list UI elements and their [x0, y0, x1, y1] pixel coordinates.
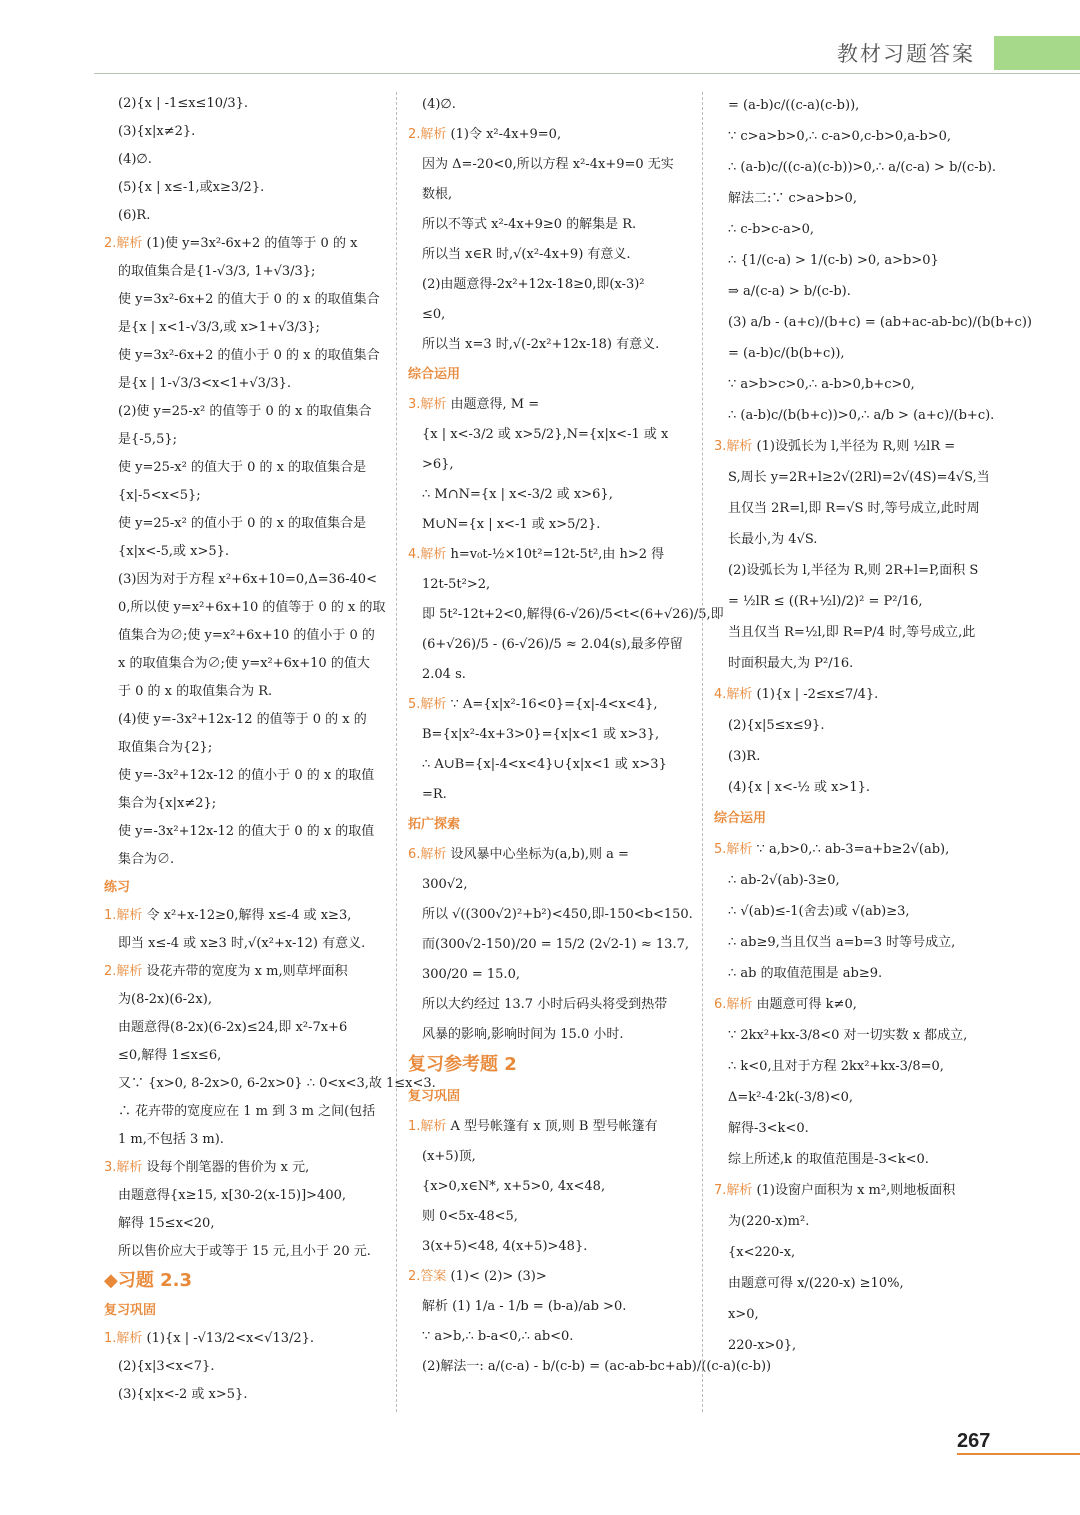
answer-text: ≤0,解得 1≤x≤6, — [118, 1048, 222, 1063]
text-line — [408, 840, 690, 870]
text-line — [408, 690, 690, 720]
answer-text: 风暴的影响,影响时间为 15.0 小时. — [422, 1027, 624, 1042]
text-line — [714, 121, 996, 152]
text-line — [104, 986, 384, 1014]
text-line — [104, 146, 384, 174]
answer-text: 设风暴中心坐标为(a,b),则 a = — [446, 847, 629, 862]
answer-text: ∴ {1/(c-a) > 1/(c-b) >0, a>b>0} — [728, 253, 939, 268]
answer-text: ∴ ab 的取值范围是 ab≥9. — [728, 966, 883, 981]
text-line — [104, 230, 384, 258]
answer-text: 解得-3<k<0. — [728, 1121, 809, 1136]
answer-text: {x|x<-5,或 x>5}. — [118, 544, 230, 559]
text-line — [104, 1210, 384, 1238]
answer-text: ∵ c>a>b>0,∴ c-a>0,c-b>0,a-b>0, — [728, 129, 952, 144]
answer-text: (3){x|x≠2}. — [118, 124, 196, 139]
text-line — [408, 360, 690, 390]
answer-text: ∴ (a-b)c/(b(b+c))>0,∴ a/b > (a+c)/(b+c). — [728, 408, 995, 423]
answer-text: 由题意得, M = — [446, 397, 540, 412]
header-title: 教材习题答案 — [837, 42, 975, 66]
text-line — [408, 720, 690, 750]
answer-text: 为(220-x)m². — [728, 1214, 810, 1229]
answer-label: 3.解析 — [714, 439, 753, 454]
answer-text: 由题意可得 x/(220-x) ≥10%, — [728, 1276, 904, 1291]
text-line — [714, 1144, 996, 1175]
text-line — [104, 426, 384, 454]
answer-text: h=v₀t-½×10t²=12t-5t²,由 h>2 得 — [446, 547, 665, 562]
text-line — [714, 462, 996, 493]
text-line — [408, 600, 724, 630]
page-number-rule — [957, 1453, 1080, 1455]
text-line — [104, 790, 384, 818]
section-heading: 综合运用 — [408, 367, 461, 382]
text-line — [408, 930, 690, 960]
answer-text: 使 y=-3x²+12x-12 的值大于 0 的 x 的取值 — [118, 824, 375, 839]
section-heading: 拓广探索 — [408, 817, 461, 832]
answer-text: 使 y=3x²-6x+2 的值大于 0 的 x 的取值集合 — [118, 292, 380, 307]
answer-text: (3)R. — [728, 749, 761, 764]
text-line — [714, 152, 996, 183]
answer-text: 即当 x≤-4 或 x≥3 时,√(x²+x-12) 有意义. — [118, 936, 366, 951]
column-divider — [396, 92, 397, 1412]
answer-text: (1){x | -√13/2<x<√13/2}. — [142, 1331, 315, 1346]
section-heading: 练习 — [104, 880, 131, 895]
text-line — [714, 927, 996, 958]
text-line — [714, 648, 996, 679]
text-line — [408, 1020, 690, 1050]
answer-text: = (a-b)c/((c-a)(c-b)), — [728, 98, 860, 113]
text-line — [714, 493, 996, 524]
text-line — [714, 586, 996, 617]
text-line — [714, 617, 996, 648]
answer-text: 综上所述,k 的取值范围是-3<k<0. — [728, 1152, 929, 1167]
answer-text: 长最小,为 4√S. — [728, 532, 818, 547]
text-line — [408, 480, 690, 510]
answer-label: 1.解析 — [104, 908, 143, 923]
answer-text: 是{-5,5}; — [118, 432, 177, 447]
text-line — [714, 1175, 996, 1206]
answer-label: 2.解析 — [104, 236, 143, 251]
answer-label: 6.解析 — [408, 847, 447, 862]
answer-text: ⇒ a/(c-a) > b/(c-b). — [728, 284, 851, 299]
text-line — [714, 1082, 996, 1113]
answer-text: 而(300√2-150)/20 = 15/2 (2√2-1) ≈ 13.7, — [422, 937, 689, 952]
text-line — [408, 1172, 690, 1202]
answer-label: 5.解析 — [714, 842, 753, 857]
answer-text: 使 y=25-x² 的值大于 0 的 x 的取值集合是 — [118, 460, 367, 475]
answer-text: 由题意得(8-2x)(6-2x)≤24,即 x²-7x+6 — [118, 1020, 348, 1035]
answer-text: ∴ ab≥9,当且仅当 a=b=3 时等号成立, — [728, 935, 956, 950]
text-line — [408, 150, 690, 180]
answer-text: 所以当 x=3 时,√(-2x²+12x-18) 有意义. — [422, 337, 660, 352]
answer-text: 取值集合为{2}; — [118, 740, 213, 755]
text-line — [104, 958, 384, 986]
answer-label: 2.解析 — [104, 964, 143, 979]
text-line — [408, 390, 690, 420]
text-line — [104, 538, 384, 566]
text-line — [408, 450, 690, 480]
text-line — [408, 1322, 690, 1352]
answer-label: 2.答案 — [408, 1269, 447, 1284]
answer-label: 2.解析 — [408, 127, 447, 142]
answer-text: B={x|x²-4x+3>0}={x|x<1 或 x>3}, — [422, 727, 660, 742]
answer-text: 即 5t²-12t+2<0,解得(6-√26)/5<t<(6+√26)/5,即 — [422, 607, 724, 622]
answer-text: 所以大约经过 13.7 小时后码头将受到热带 — [422, 997, 668, 1012]
text-line — [104, 1325, 384, 1353]
text-line — [408, 1142, 690, 1172]
text-line — [104, 482, 384, 510]
answer-text: (2)由题意得-2x²+12x-18≥0,即(x-3)² — [422, 277, 645, 292]
answer-text: ∵ a>b,∴ b-a<0,∴ ab<0. — [422, 1329, 574, 1344]
section-heading: 复习巩固 — [104, 1303, 157, 1318]
text-line — [408, 1232, 690, 1262]
text-line — [408, 330, 690, 360]
text-line — [408, 240, 690, 270]
answer-text: 所以售价应大于或等于 15 元,且小于 20 元. — [118, 1244, 371, 1259]
answer-text: ≤0, — [422, 307, 446, 322]
text-line — [714, 958, 996, 989]
answer-text: 解得 15≤x<20, — [118, 1216, 215, 1231]
text-line — [714, 772, 996, 803]
answer-text: S,周长 y=2R+l≥2√(2Rl)=2√(4S)=4√S,当 — [728, 470, 990, 485]
answer-text: (1)< (2)> (3)> — [446, 1269, 547, 1284]
text-line — [408, 1262, 690, 1292]
answer-text: 12t-5t²>2, — [422, 577, 491, 592]
section-heading: 复习巩固 — [408, 1089, 461, 1104]
answer-text: ∵ a>b>c>0,∴ a-b>0,b+c>0, — [728, 377, 915, 392]
answer-text: 令 x²+x-12≥0,解得 x≤-4 或 x≥3, — [142, 908, 352, 923]
text-line — [714, 214, 996, 245]
answer-text: >6}, — [422, 457, 454, 472]
text-line — [714, 1299, 996, 1330]
answer-text: ∴ √(ab)≤-1(舍去)或 √(ab)≥3, — [728, 904, 910, 919]
answer-text: (3) a/b - (a+c)/(b+c) = (ab+ac-ab-bc)/(b(b+c)) — [728, 315, 1032, 330]
answer-text: x>0, — [728, 1307, 759, 1322]
answer-text: (1)设弧长为 l,半径为 R,则 ½lR = — [752, 439, 956, 454]
column-3 — [714, 90, 1032, 1361]
answer-text: ∴ (a-b)c/((c-a)(c-b))>0,∴ a/(c-a) > b/(c-b). — [728, 160, 997, 175]
answer-text: 集合为{x|x≠2}; — [118, 796, 217, 811]
text-line — [104, 174, 384, 202]
chapter-heading: ◆习题 2.3 — [104, 1270, 192, 1291]
answer-text: ∴ ab-2√(ab)-3≥0, — [728, 873, 840, 888]
text-line — [408, 570, 690, 600]
answer-text: (4){x | x<-½ 或 x>1}. — [728, 780, 871, 795]
text-line — [714, 276, 996, 307]
answer-text: = (a-b)c/(b(b+c)), — [728, 346, 845, 361]
text-line — [714, 803, 996, 834]
text-line — [714, 741, 996, 772]
text-line — [104, 650, 384, 678]
answer-text: {x | x<-3/2 或 x>5/2},N={x|x<-1 或 x — [422, 427, 669, 442]
text-line — [408, 810, 690, 840]
text-line — [104, 1070, 436, 1098]
text-line — [104, 930, 384, 958]
answer-text: (5){x | x≤-1,或x≥3/2}. — [118, 180, 265, 195]
answer-text: 设花卉带的宽度为 x m,则草坪面积 — [142, 964, 348, 979]
answer-text: (2){x|5≤x≤9}. — [728, 718, 825, 733]
text-line — [408, 420, 690, 450]
answer-label: 4.解析 — [714, 687, 753, 702]
answer-label: 4.解析 — [408, 547, 447, 562]
text-line — [408, 900, 693, 930]
answer-text: ∴ c-b>c-a>0, — [728, 222, 815, 237]
text-line — [714, 989, 996, 1020]
text-line — [714, 679, 996, 710]
text-line — [104, 286, 384, 314]
text-line — [408, 180, 690, 210]
answer-text: (1){x | -2≤x≤7/4}. — [752, 687, 879, 702]
text-line — [714, 555, 996, 586]
text-line — [408, 1292, 690, 1322]
answer-label: 3.解析 — [408, 397, 447, 412]
text-line — [408, 870, 690, 900]
answer-text: 解析 (1) 1/a - 1/b = (b-a)/ab >0. — [422, 1299, 627, 1314]
answer-text: (x+5)顶, — [422, 1149, 476, 1164]
text-line — [408, 750, 690, 780]
answer-label: 1.解析 — [408, 1119, 447, 1134]
answer-text: (1)设窗户面积为 x m²,则地板面积 — [752, 1183, 956, 1198]
text-line — [714, 865, 996, 896]
answer-text: (6)R. — [118, 208, 151, 223]
text-line — [408, 1112, 690, 1142]
answer-text: 的取值集合是{1-√3/3, 1+√3/3}; — [118, 264, 316, 279]
text-line — [104, 1238, 384, 1266]
header-rule — [94, 73, 1080, 74]
answer-text: x 的取值集合为∅;使 y=x²+6x+10 的值大 — [118, 656, 370, 671]
text-line — [408, 960, 690, 990]
answer-text: 且仅当 2R=l,即 R=√S 时,等号成立,此时周 — [728, 501, 980, 516]
text-line — [714, 710, 996, 741]
answer-label: 3.解析 — [104, 1160, 143, 1175]
answer-text: (3){x|x<-2 或 x>5}. — [118, 1387, 248, 1402]
answer-text: A 型号帐篷有 x 顶,则 B 型号帐篷有 — [446, 1119, 658, 1134]
answer-text: 由题意可得 k≠0, — [752, 997, 857, 1012]
text-line — [714, 1330, 996, 1361]
text-line — [104, 762, 384, 790]
answer-text: (2)设弧长为 l,半径为 R,则 2R+l=P,面积 S — [728, 563, 979, 578]
text-line — [104, 1182, 384, 1210]
text-line — [104, 1353, 384, 1381]
text-line — [104, 1098, 384, 1126]
text-line — [104, 1042, 384, 1070]
text-line — [104, 398, 384, 426]
answer-text: M∪N={x | x<-1 或 x>5/2}. — [422, 517, 601, 532]
answer-text: ∵ 2kx²+kx-3/8<0 对一切实数 x 都成立, — [728, 1028, 968, 1043]
text-line — [714, 834, 996, 865]
section-heading: 综合运用 — [714, 811, 767, 826]
answer-text: (2)使 y=25-x² 的值等于 0 的 x 的取值集合 — [118, 404, 372, 419]
text-line — [104, 846, 384, 874]
answer-text: 所以 √((300√2)²+b²)<450,即-150<b<150. — [422, 907, 693, 922]
text-line — [408, 1202, 690, 1232]
chapter-heading: 复习参考题 2 — [408, 1054, 517, 1075]
answer-label: 7.解析 — [714, 1183, 753, 1198]
text-line — [104, 874, 384, 902]
text-line — [714, 431, 996, 462]
answer-text: 所以不等式 x²-4x+9≥0 的解集是 R. — [422, 217, 637, 232]
answer-text: ∴ A∪B={x|-4<x<4}∪{x|x<1 或 x>3} — [422, 757, 667, 772]
text-line — [714, 1237, 996, 1268]
answer-text: 2.04 s. — [422, 667, 466, 682]
text-line — [104, 370, 384, 398]
text-line — [714, 1113, 996, 1144]
text-line — [104, 1154, 384, 1182]
text-line — [104, 1126, 384, 1154]
answer-text: =R. — [422, 787, 447, 802]
answer-text: 又∵ {x>0, 8-2x>0, 6-2x>0} ∴ 0<x<3,故 1≤x<3. — [118, 1076, 436, 1091]
answer-text: (6+√26)/5 - (6-√26)/5 ≈ 2.04(s),最多停留 — [422, 637, 683, 652]
answer-label: 6.解析 — [714, 997, 753, 1012]
answer-label: 5.解析 — [408, 697, 447, 712]
text-line — [104, 510, 384, 538]
text-line — [104, 1014, 384, 1042]
answer-text: 1 m,不包括 3 m). — [118, 1132, 224, 1147]
answer-text: 220-x>0}, — [728, 1338, 797, 1353]
answer-text: 设每个削笔器的售价为 x 元, — [142, 1160, 310, 1175]
answer-text: ∴ M∩N={x | x<-3/2 或 x>6}, — [422, 487, 613, 502]
answer-text: Δ=k²-4·2k(-3/8)<0, — [728, 1090, 854, 1105]
answer-text: (4)∅. — [118, 152, 152, 167]
answer-text: (1)令 x²-4x+9=0, — [446, 127, 562, 142]
text-line — [104, 258, 384, 286]
text-line — [104, 90, 384, 118]
answer-text: ∴ 花卉带的宽度应在 1 m 到 3 m 之间(包括 — [118, 1104, 376, 1119]
answer-text: 为(8-2x)(6-2x), — [118, 992, 212, 1007]
text-line — [104, 454, 384, 482]
answer-text: {x<220-x, — [728, 1245, 796, 1260]
text-line — [714, 338, 996, 369]
text-line — [104, 566, 384, 594]
answer-text: (2){x|3<x<7}. — [118, 1359, 215, 1374]
answer-text: 300√2, — [422, 877, 468, 892]
text-line — [714, 183, 996, 214]
text-line — [104, 1297, 384, 1325]
answer-text: 使 y=25-x² 的值小于 0 的 x 的取值集合是 — [118, 516, 367, 531]
text-line — [714, 1020, 996, 1051]
answer-text: 是{x | x<1-√3/3,或 x>1+√3/3}; — [118, 320, 320, 335]
text-line — [104, 706, 384, 734]
answer-text: 300/20 = 15.0, — [422, 967, 520, 982]
answer-text: = ½lR ≤ ((R+½l)/2)² = P²/16, — [728, 594, 923, 609]
text-line — [104, 622, 384, 650]
answer-text: 所以当 x∈R 时,√(x²-4x+9) 有意义. — [422, 247, 631, 262]
answer-text: {x|-5<x<5}; — [118, 488, 201, 503]
text-line — [408, 660, 690, 690]
text-line — [408, 990, 690, 1020]
text-line — [104, 342, 384, 370]
answer-text: 当且仅当 R=½l,即 R=P/4 时,等号成立,此 — [728, 625, 976, 640]
text-line — [104, 594, 384, 622]
text-line — [408, 210, 690, 240]
answer-text: 因为 Δ=-20<0,所以方程 x²-4x+9=0 无实 — [422, 157, 674, 172]
text-line — [104, 1266, 384, 1297]
answer-text: (4)∅. — [422, 97, 456, 112]
text-line — [408, 120, 690, 150]
text-line — [104, 314, 384, 342]
answer-label: 1.解析 — [104, 1331, 143, 1346]
text-line — [714, 1206, 996, 1237]
answer-text: ∵ a,b>0,∴ ab-3=a+b≥2√(ab), — [752, 842, 950, 857]
text-line — [714, 400, 996, 431]
column-divider — [702, 92, 703, 1412]
answer-text: 值集合为∅;使 y=x²+6x+10 的值小于 0 的 — [118, 628, 375, 643]
text-line — [408, 1082, 690, 1112]
text-line — [408, 1352, 772, 1382]
text-line — [714, 524, 996, 555]
answer-text: (1)使 y=3x²-6x+2 的值等于 0 的 x — [142, 236, 358, 251]
answer-text: 由题意得{x≥15, x[30-2(x-15)]>400, — [118, 1188, 347, 1203]
text-line — [408, 300, 690, 330]
answer-text: 3(x+5)<48, 4(x+5)>48}. — [422, 1239, 588, 1254]
text-line — [714, 896, 996, 927]
answer-text: (2){x | -1≤x≤10/3}. — [118, 96, 249, 111]
text-line — [408, 780, 690, 810]
text-line — [714, 1268, 996, 1299]
text-line — [408, 630, 690, 660]
text-line — [104, 734, 384, 762]
text-line — [408, 90, 690, 120]
text-line — [408, 510, 690, 540]
answer-text: 使 y=3x²-6x+2 的值小于 0 的 x 的取值集合 — [118, 348, 380, 363]
answer-text: (4)使 y=-3x²+12x-12 的值等于 0 的 x 的 — [118, 712, 367, 727]
answer-text: 使 y=-3x²+12x-12 的值小于 0 的 x 的取值 — [118, 768, 375, 783]
text-line — [104, 118, 384, 146]
text-line — [104, 818, 384, 846]
answer-text: 是{x | 1-√3/3<x<1+√3/3}. — [118, 376, 292, 391]
answer-text: (3)因为对于方程 x²+6x+10=0,Δ=36-40< — [118, 572, 377, 587]
answer-text: (2)解法一: a/(c-a) - b/(c-b) = (ac-ab-bc+ab)/((c-a)(c-b)) — [422, 1359, 772, 1374]
text-line — [104, 678, 384, 706]
answer-text: 0,所以使 y=x²+6x+10 的值等于 0 的 x 的取 — [118, 600, 386, 615]
answer-text: 则 0<5x-48<5, — [422, 1209, 518, 1224]
answer-text: ∵ A={x|x²-16<0}={x|-4<x<4}, — [446, 697, 658, 712]
text-line — [104, 202, 384, 230]
answer-text: 于 0 的 x 的取值集合为 R. — [118, 684, 273, 699]
answer-text: ∴ k<0,且对于方程 2kx²+kx-3/8=0, — [728, 1059, 944, 1074]
text-line — [714, 307, 1032, 338]
text-line — [714, 245, 996, 276]
text-line — [104, 902, 384, 930]
answer-text: 集合为∅. — [118, 852, 175, 867]
header-tab — [994, 36, 1080, 70]
text-line — [408, 540, 690, 570]
answer-text: {x>0,x∈N*, x+5>0, 4x<48, — [422, 1179, 606, 1194]
answer-text: 时面积最大,为 P²/16. — [728, 656, 854, 671]
text-line — [408, 270, 690, 300]
text-line — [714, 1051, 996, 1082]
text-line — [714, 369, 996, 400]
text-line — [714, 90, 996, 121]
answer-text: 数根, — [422, 187, 453, 202]
text-line — [408, 1050, 690, 1082]
page-number: 267 — [957, 1430, 991, 1452]
text-line — [104, 1381, 384, 1409]
answer-text: 解法二:∵ c>a>b>0, — [728, 191, 857, 206]
